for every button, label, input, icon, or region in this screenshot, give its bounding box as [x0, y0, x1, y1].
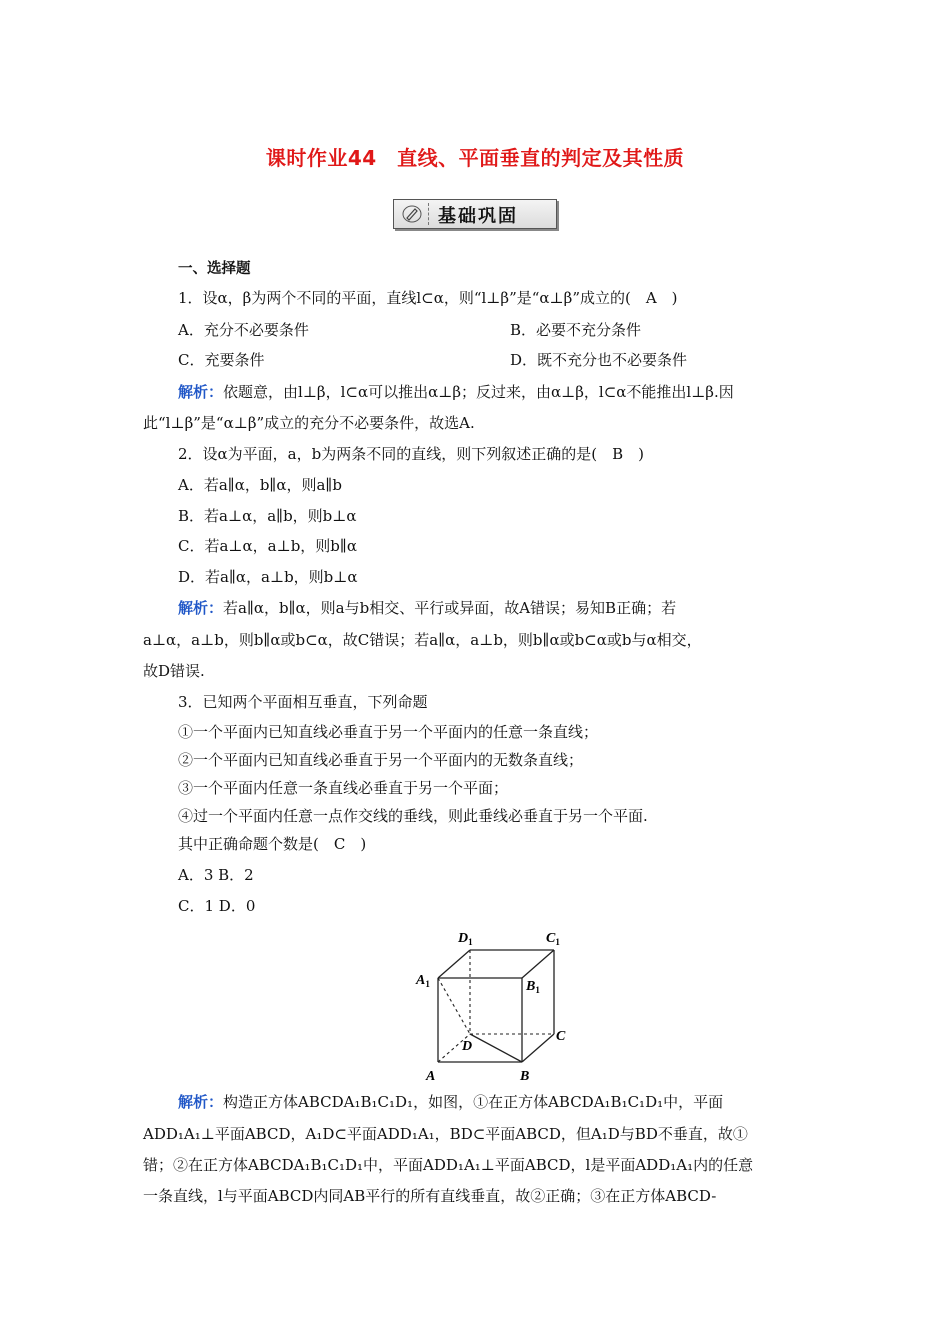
line-text: 故D错误.	[143, 662, 205, 680]
line-text: 依题意，由l⊥β，l⊂α可以推出α⊥β；反过来，由α⊥β，l⊂α不能推出l⊥β.因	[223, 383, 734, 401]
line-text: 此“l⊥β”是“α⊥β”成立的充分不必要条件，故选A.	[143, 414, 475, 432]
text-line-q2a	[178, 475, 342, 495]
solution-label: 解析：	[178, 1093, 224, 1111]
text-line-q1	[178, 288, 678, 308]
text-line-q2s3	[143, 661, 205, 681]
section-heading: 一、选择题	[178, 261, 251, 277]
label-d: D	[462, 1039, 473, 1054]
text-line-q3s4	[143, 1186, 716, 1206]
line-text: 若a∥α，b∥α，则a与b相交、平行或异面，故A错误；易知B正确；若	[223, 599, 677, 617]
line-text: 一条直线，l与平面ABCD内同AB平行的所有直线垂直，故②正确；③在正方体ABCD-	[143, 1187, 717, 1205]
text-line-q3s1	[178, 1092, 723, 1112]
line-text: 1．设α，β为两个不同的平面，直线l⊂α，则“l⊥β”是“α⊥β”成立的( A )	[178, 289, 678, 307]
line-text: 3．已知两个平面相互垂直，下列命题	[178, 693, 428, 711]
section-badge	[393, 199, 557, 229]
text-line-q3cd	[178, 896, 255, 916]
label-c: C	[556, 1029, 566, 1044]
line-text: C．若a⊥α，a⊥b，则b∥α	[178, 537, 357, 555]
text-line-q2	[178, 444, 644, 464]
label-d1: $D_1$	[458, 931, 473, 947]
line-text: C．1 D．0	[178, 897, 256, 915]
text-line-q3q	[178, 834, 366, 854]
text-line-q3	[178, 692, 428, 712]
text-line-q3p2	[178, 750, 583, 770]
page-title: 课时作业44 直线、平面垂直的判定及其性质	[265, 146, 685, 170]
text-line-q1s1	[178, 382, 734, 402]
text-line-q1c	[178, 350, 264, 370]
line-text: D．若a∥α，a⊥b，则b⊥α	[178, 568, 358, 586]
text-line-q3p1	[178, 722, 598, 742]
text-line-q2c	[178, 536, 357, 556]
solution-label: 解析：	[178, 599, 224, 617]
label-a1: $A_1$	[416, 973, 430, 989]
text-line-q3s3	[143, 1155, 753, 1175]
text-line-q3s2	[143, 1124, 748, 1144]
line-text: ③一个平面内任意一条直线必垂直于另一个平面；	[178, 779, 509, 797]
label-a: A	[426, 1069, 436, 1084]
pencil-icon	[400, 203, 429, 225]
line-text: B．必要不充分条件	[510, 321, 642, 339]
line-text: B．若a⊥α，a∥b，则b⊥α	[178, 507, 357, 525]
line-text: D．既不充分也不必要条件	[510, 351, 688, 369]
line-text: A．3 B．2	[178, 866, 254, 884]
line-text: ADD₁A₁⊥平面ABCD，A₁D⊂平面ADD₁A₁，BD⊂平面ABCD，但A₁D与BD不垂直，故①	[143, 1125, 748, 1143]
label-b: B	[520, 1069, 530, 1084]
line-text: ②一个平面内已知直线必垂直于另一个平面内的无数条直线；	[178, 751, 584, 769]
cube-figure	[400, 922, 590, 1088]
text-line-q3p3	[178, 778, 508, 798]
text-line-q2s2	[143, 630, 702, 650]
line-text: a⊥α，a⊥b，则b∥α或b⊂α，故C错误；若a∥α，a⊥b，则b∥α或b⊂α或b与α相交，	[143, 631, 702, 649]
line-text: 2．设α为平面，a，b为两条不同的直线，则下列叙述正确的是( B )	[178, 445, 644, 463]
text-line-q1b	[510, 320, 641, 340]
text-line-q1s2	[143, 413, 475, 433]
solution-label: 解析：	[178, 383, 224, 401]
text-line-q2s1	[178, 598, 676, 618]
text-line-q2b	[178, 506, 357, 526]
line-text: 错；②在正方体ABCDA₁B₁C₁D₁中，平面ADD₁A₁⊥平面ABCD，l是平面ADD₁A₁内的任意	[143, 1156, 754, 1174]
text-line-q1a	[178, 320, 309, 340]
line-text: ①一个平面内已知直线必垂直于另一个平面内的任意一条直线；	[178, 723, 599, 741]
text-line-q3ab	[178, 865, 254, 885]
line-text: 构造正方体ABCDA₁B₁C₁D₁，如图，①在正方体ABCDA₁B₁C₁D₁中，平面	[223, 1093, 724, 1111]
label-c1: $C_1$	[546, 931, 560, 947]
line-text: ④过一个平面内任意一点作交线的垂线，则此垂线必垂直于另一个平面.	[178, 807, 648, 825]
line-text: A．若a∥α，b∥α，则a∥b	[178, 476, 342, 494]
text-line-q3p4	[178, 806, 648, 826]
text-line-q2d	[178, 567, 358, 587]
label-b1: $B_1$	[526, 979, 540, 995]
line-text: C．充要条件	[178, 351, 265, 369]
line-text: 其中正确命题个数是( C )	[178, 835, 367, 853]
line-text: A．充分不必要条件	[178, 321, 309, 339]
text-line-q1d	[510, 350, 687, 370]
badge-label: 基础巩固	[438, 206, 518, 227]
